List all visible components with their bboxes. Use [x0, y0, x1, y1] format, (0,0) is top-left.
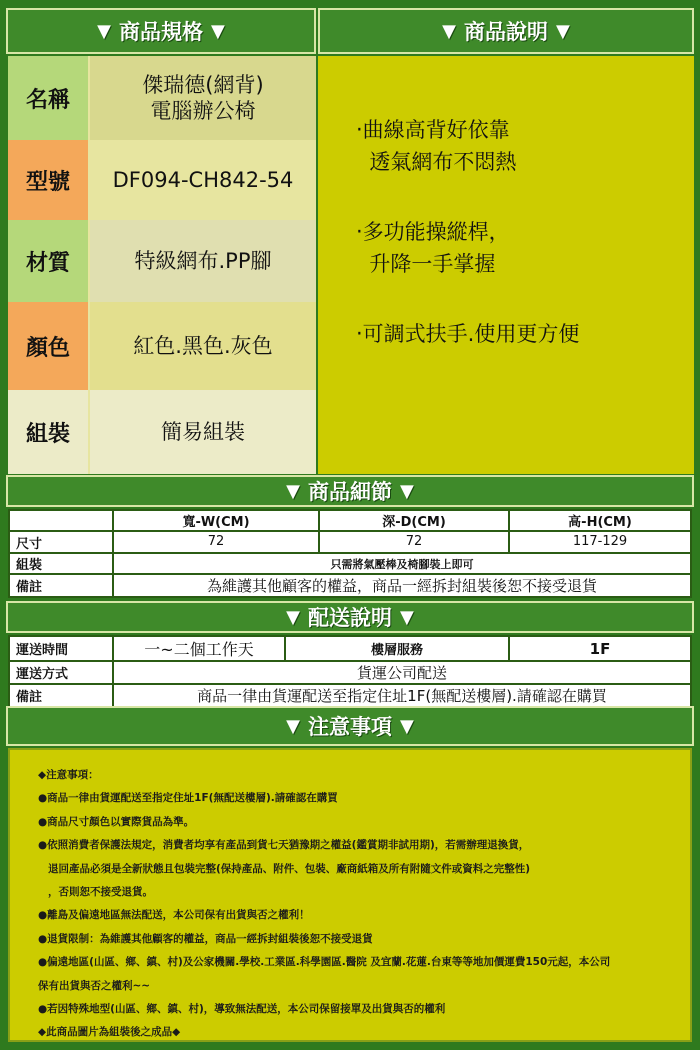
- triangle-down-icon: ▼: [442, 20, 456, 42]
- triangle-down-icon: ▼: [286, 606, 300, 628]
- size-width: 72: [113, 531, 319, 553]
- table-row: [9, 531, 691, 553]
- spec-table: [8, 56, 316, 474]
- spec-label-name: 名稱: [8, 56, 88, 140]
- notice-line: ◆此商品圖片為組裝後之成品◆: [38, 1026, 181, 1039]
- spec-label-color: 顏色: [8, 302, 88, 390]
- triangle-down-icon: ▼: [286, 715, 300, 737]
- table-row: [9, 574, 691, 597]
- delivery-header: ▼ 配送說明 ▼: [6, 601, 694, 633]
- col-height: 高-H(CM): [509, 510, 691, 531]
- spec-value-name: 傑瑞德(網背) 電腦辦公椅: [90, 56, 316, 140]
- delivery-note-label: 備註: [9, 684, 113, 707]
- assembly-value: 只需將氣壓棒及椅腳裝上即可: [113, 553, 691, 574]
- spec-label-model: 型號: [8, 140, 88, 220]
- notice-line: ●依照消費者保護法規定，消費者均享有產品到貨七天猶豫期之權益(鑑賞期非試用期)，若需辦理退換貨，: [38, 839, 530, 852]
- desc-bullet-1: ‧曲線高背好依靠 透氣網布不悶熱: [356, 118, 517, 174]
- floor-label: 樓層服務: [285, 636, 509, 661]
- triangle-down-icon: ▼: [211, 20, 225, 42]
- detail-table: [8, 509, 692, 598]
- spec-value-color: 紅色.黑色.灰色: [90, 302, 316, 390]
- table-row: [9, 510, 691, 531]
- notice-line: ●商品一律由貨運配送至指定住址1F(無配送樓層).請確認在購買: [38, 792, 338, 805]
- triangle-down-icon: ▼: [400, 480, 414, 502]
- triangle-down-icon: ▼: [400, 606, 414, 628]
- notice-line: ●商品尺寸顏色以實際貨品為準。: [38, 815, 195, 828]
- spec-value-model: DF094-CH842-54: [90, 140, 316, 220]
- method-value: 貨運公司配送: [113, 661, 691, 684]
- assembly-label: 組裝: [9, 553, 113, 574]
- desc-bullet-2: ‧多功能操縱桿， 升降一手掌握: [356, 220, 510, 276]
- table-row: [9, 661, 691, 684]
- notice-line: ●偏遠地區(山區、鄉、鎮、村)及公家機關.學校.工業區.科學園區.醫院 及宜蘭.花蓮.台東等等地加價運費150元起，本公司: [38, 956, 611, 969]
- triangle-down-icon: ▼: [286, 480, 300, 502]
- spec-label-assembly: 組裝: [8, 390, 88, 474]
- size-label: 尺寸: [9, 531, 113, 553]
- delivery-note-value: 商品一律由貨運配送至指定住址1F(無配送樓層).請確認在購買: [113, 684, 691, 707]
- notice-header: ▼ 注意事項 ▼: [6, 706, 694, 746]
- desc-bullet-3: ‧可調式扶手.使用更方便: [356, 322, 580, 346]
- spec-header: ▼ 商品規格 ▼: [6, 8, 316, 54]
- desc-panel: [318, 56, 694, 474]
- triangle-down-icon: ▼: [97, 20, 111, 42]
- notice-panel: [8, 748, 692, 1042]
- detail-note-value: 為維護其他顧客的權益，商品一經拆封組裝後恕不接受退貨: [113, 574, 691, 597]
- detail-note-label: 備註: [9, 574, 113, 597]
- spec-value-assembly: 簡易組裝: [90, 390, 316, 474]
- table-row: [9, 553, 691, 574]
- detail-header: ▼ 商品細節 ▼: [6, 475, 694, 507]
- notice-line: ，否則恕不接受退貨。: [48, 886, 153, 899]
- delivery-table: [8, 635, 692, 708]
- floor-value: 1F: [509, 636, 691, 661]
- table-row: [9, 636, 691, 661]
- notice-line: ●若因特殊地型(山區、鄉、鎮、村)，導致無法配送，本公司保留接單及出貨與否的權利: [38, 1003, 446, 1016]
- triangle-down-icon: ▼: [400, 715, 414, 737]
- size-depth: 72: [319, 531, 509, 553]
- col-depth: 深-D(CM): [319, 510, 509, 531]
- desc-header: ▼ 商品說明 ▼: [318, 8, 694, 54]
- time-value: 一~二個工作天: [113, 636, 285, 661]
- notice-line: ●離島及偏遠地區無法配送，本公司保有出貨與否之權利！: [38, 909, 310, 922]
- notice-line: ●退貨限制：為維護其他顧客的權益，商品一經拆封組裝後恕不接受退貨: [38, 932, 373, 945]
- spec-label-material: 材質: [8, 220, 88, 302]
- method-label: 運送方式: [9, 661, 113, 684]
- notice-line: ◆注意事項：: [38, 769, 99, 781]
- triangle-down-icon: ▼: [556, 20, 570, 42]
- table-row: [9, 684, 691, 707]
- notice-line: 退回產品必須是全新狀態且包裝完整(保持產品、附件、包裝、廠商紙箱及所有附隨文件或資料之完整性): [48, 862, 531, 875]
- time-label: 運送時間: [9, 636, 113, 661]
- size-height: 117-129: [509, 531, 691, 553]
- col-width: 寬-W(CM): [113, 510, 319, 531]
- spec-value-material: 特級網布.PP腳: [90, 220, 316, 302]
- notice-line: 保有出貨與否之權利~~: [38, 979, 151, 992]
